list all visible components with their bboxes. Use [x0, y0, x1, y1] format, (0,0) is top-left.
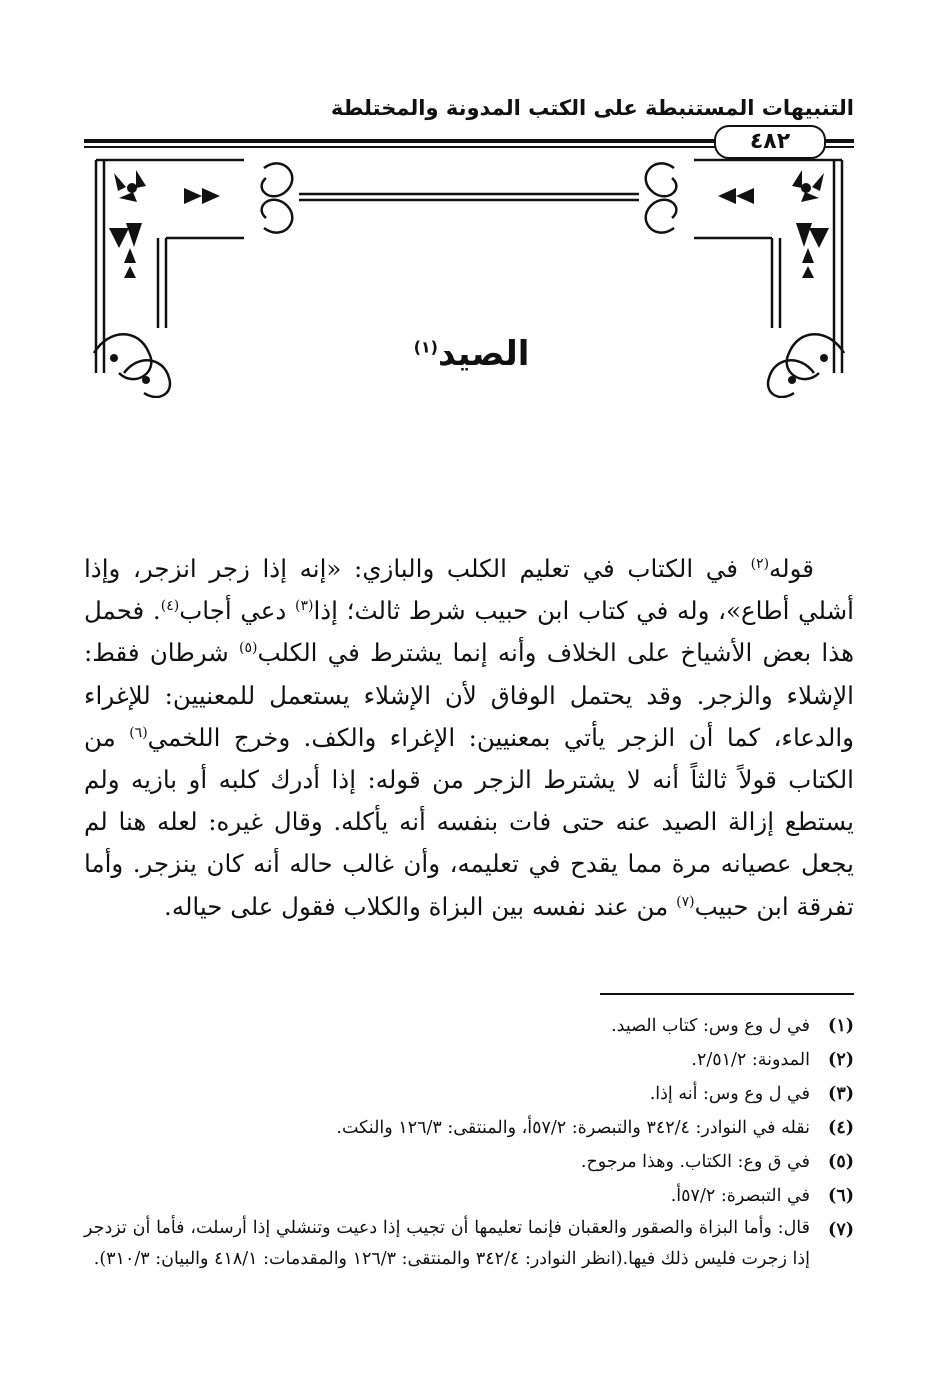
footnote-item: [84, 1111, 854, 1145]
footnote-item: [84, 1077, 854, 1111]
body-segment: قوله: [769, 554, 814, 583]
footnote-item: [84, 1043, 854, 1077]
body-segment: شرطان فقط: الإشلاء والزجر. وقد يحتمل الوفاق لأن الإشلاء يستعمل للمعنيين: للإغراء والدعاء، كما أن الزجر يأتي بمعنيين: الإغراء والكف. وخرج اللخمي: [84, 638, 854, 752]
footnote-number: (٤): [828, 1118, 854, 1138]
footnote-number: (٥): [828, 1152, 854, 1172]
running-header-title: التنبيهات المستنبطة على الكتب المدونة والمختلطة: [330, 96, 854, 120]
footnote-text: في ل وع وس: أنه إذا.: [649, 1084, 810, 1104]
footnote-text: في ل وع وس: كتاب الصيد.: [611, 1016, 810, 1036]
chapter-title: [200, 334, 743, 374]
body-segment: من الكتاب قولاً ثالثاً أنه لا يشترط الزجر من قوله: إذا أدرك كلبه أو بازيه ولم يستطع إزالة الصيد عنه حتى فات بنفسه أنه يأكله. وقال غيره: لعله هنا لم يجعل عصيانه مرة مما يقدح في تعليمه، وأن غالب حاله أنه كان ينزجر. وأما تفرقة ابن حبيب: [84, 722, 854, 921]
footnote-separator: [600, 993, 854, 995]
chapter-title-footnote-mark: (١): [413, 337, 438, 357]
footnote-number: (٧): [828, 1220, 854, 1240]
body-segment: من عند نفسه بين البزاة والكلاب فقول على حياله.: [164, 891, 677, 921]
body-segment: في الكتاب في تعليم الكلب والبازي: «إنه إذا زجر انزجر، وإذا أشلي أطاع»، وله في كتاب ابن حبيب شرط ثالث؛ إذا: [84, 554, 854, 626]
footnote-item: [84, 1145, 854, 1179]
footnote-ref: (٥): [239, 640, 258, 657]
footnote-ref: (٧): [676, 893, 695, 910]
footnote-text: قال: وأما البزاة والصقور والعقبان فإنما تعليمها أن تجيب إذا دعيت وتنشلي إذا أرسلت، فأما أن تزدجر إذا زجرت فليس ذلك فيها.(انظر النوادر: ٣٤٢/٤ والمنتقى: ١٢٦/٣ والمقدمات: ٤١٨/١ والبيان: ٣١٠/٣).: [84, 1218, 810, 1269]
footnote-text: في التبصرة: ٥٧/٢أ.: [670, 1186, 810, 1206]
footnote-number: (٢): [828, 1050, 854, 1070]
footnote-text: المدونة: ٢/٥١/٢.: [691, 1050, 810, 1070]
page-number: ٤٨٢: [714, 125, 826, 159]
footnote-ref: (٤): [160, 598, 180, 615]
body-text: [84, 548, 854, 928]
chapter-title-text: الصيد: [437, 334, 530, 374]
footnote-ref: (٣): [294, 598, 314, 615]
footnote-item: [84, 1213, 854, 1275]
footnote-ref: (٢): [750, 555, 770, 572]
footnote-number: (٦): [828, 1186, 854, 1206]
body-paragraph: [84, 548, 854, 928]
body-segment: . فحمل هذا بعض الأشياخ على الخلاف وأنه إنما يشترط في الكلب: [84, 596, 854, 668]
footnote-number: (١): [828, 1016, 854, 1036]
footnote-item: [84, 1179, 854, 1213]
footnote-text: نقله في النوادر: ٣٤٢/٤ والتبصرة: ٥٧/٢أ، والمنتقى: ١٢٦/٣ والنكت.: [336, 1118, 810, 1138]
footnote-ref: (٦): [129, 724, 148, 741]
footnote-number: (٣): [828, 1084, 854, 1104]
footnote-text: في ق وع: الكتاب. وهذا مرجوح.: [580, 1152, 810, 1172]
footnotes-list: [84, 1009, 854, 1275]
body-segment: دعي أجاب: [179, 596, 295, 626]
footnote-item: [84, 1009, 854, 1043]
